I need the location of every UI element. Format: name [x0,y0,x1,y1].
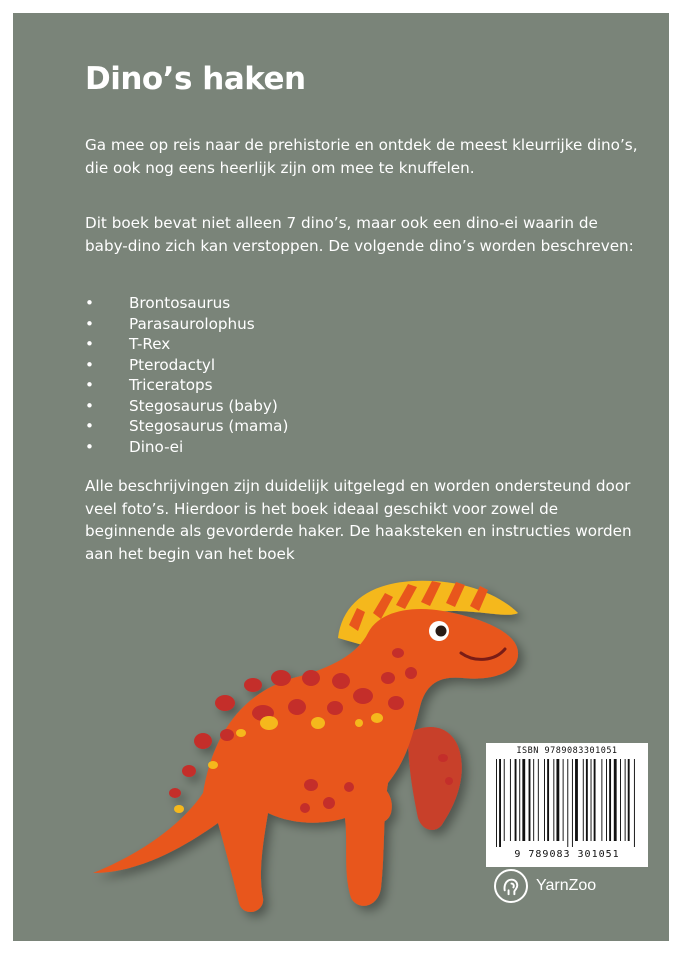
barcode-bar [499,759,501,847]
list-item-label: T-Rex [129,335,171,353]
contents-paragraph: Dit boek bevat niet alleen 7 dino’s, maar ook een dino-ei waarin de baby-dino zich kan verstoppen. De volgende dino’s worden beschreven: [85,214,634,255]
barcode-bar [572,759,573,847]
bullet-icon: • [85,355,94,374]
barcode-bar [510,759,511,841]
barcode-bar [609,759,611,841]
list-item-label: Brontosaurus [129,294,231,312]
isbn-label: ISBN 9789083301051 [516,746,618,756]
barcode-bar [634,759,635,847]
barcode-bar [620,759,621,841]
barcode-bar [586,759,588,841]
barcode-bar [515,759,517,841]
barcode-bar [625,759,626,841]
bullet-icon: • [85,417,94,435]
list-item-label: Parasaurolophus [129,314,255,333]
barcode-bar [496,759,497,847]
barcode-bar [567,759,568,847]
barcode-bar [519,759,520,841]
barcode-bar [553,759,554,841]
barcode-bar [538,759,539,841]
list-item-label: Dino-ei [129,437,184,456]
barcode-bar [547,759,549,841]
barcode-bar [628,759,630,841]
barcode-bar [594,759,596,841]
publisher-name: YarnZoo [536,877,597,894]
barcode-bar [533,759,534,841]
book-title: Dino’s haken [85,61,306,97]
barcode-bar [522,759,525,841]
bullet-icon: • [85,376,94,394]
list-item-label: Stegosaurus (baby) [129,396,278,415]
barcode-bar [606,759,607,841]
barcode-bar [504,759,505,841]
list-item-label: Pterodactyl [129,355,216,374]
barcode-bar [563,759,564,841]
barcode-bar [556,759,559,841]
bullet-icon: • [85,314,94,333]
list-item-label: Triceratops [129,376,213,394]
bullet-icon: • [85,437,94,456]
publisher-logo [494,866,596,906]
barcode-bar [601,759,602,841]
bullet-icon: • [85,294,94,312]
isbn-digits: 9 789083 301051 [514,849,620,860]
back-leg [408,727,462,830]
barcode-bar [544,759,545,841]
list-item-label: Stegosaurus (mama) [129,417,289,435]
barcode-bar [614,759,617,841]
intro-paragraph: Ga mee op reis naar de prehistorie en ontdek de meest kleurrijke dino’s, die ook nog eens heerlijk zijn om mee te knuffelen. [85,136,638,177]
bullet-icon: • [85,396,94,415]
barcode-bar [591,759,592,841]
barcode-bar [583,759,584,841]
elephant-circle-icon [494,869,528,903]
bullet-icon: • [85,335,94,353]
barcode-bars [494,759,640,847]
isbn-barcode [486,743,648,867]
barcode-bar [529,759,531,841]
description-paragraph: Alle beschrijvingen zijn duidelijk uitgelegd en worden ondersteund door veel foto’s. Hierdoor is het boek ideaal geschikt voor zowel de beginnende als gevorderde haker. De haaksteken en instructies worden aan het begin van het boek [85,477,632,563]
book-back-cover [13,13,669,941]
barcode-bar [575,759,578,841]
